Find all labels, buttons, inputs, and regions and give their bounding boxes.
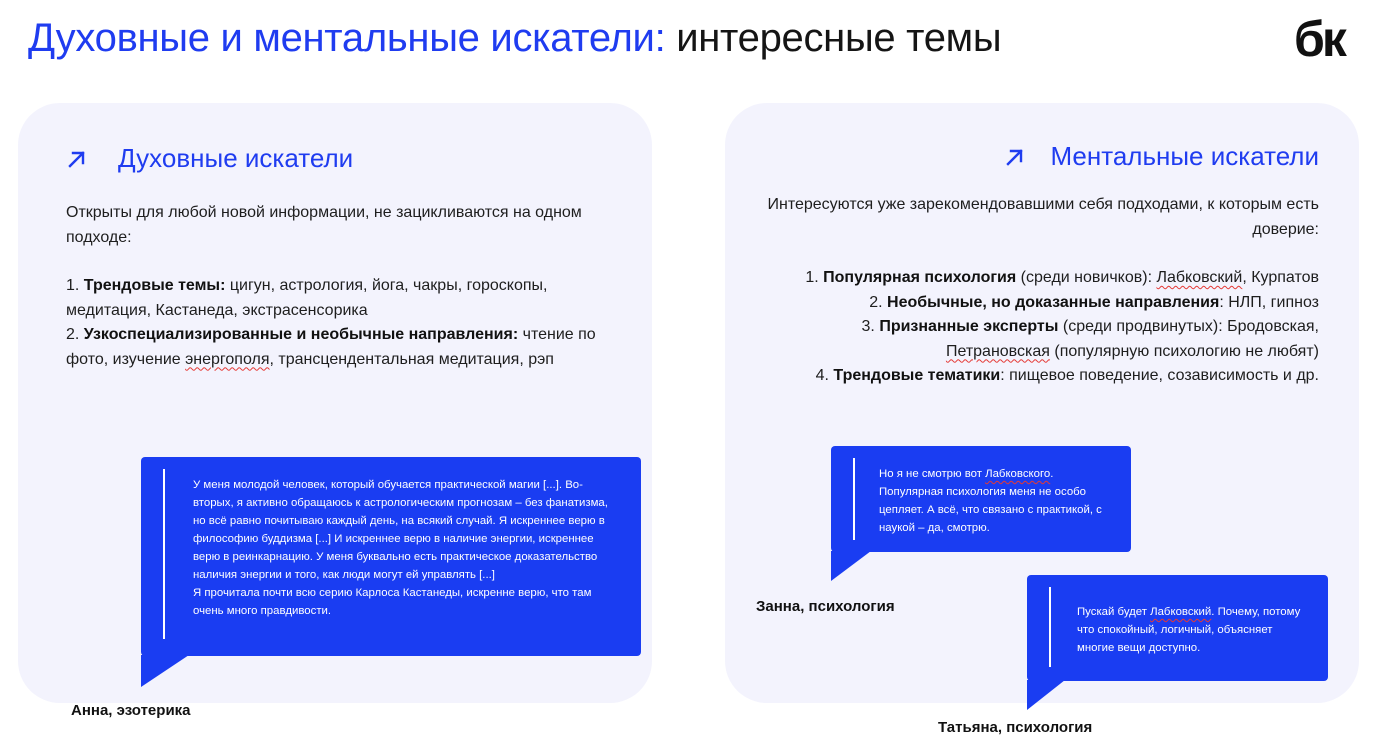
list-item-title: Необычные, но доказанные направления bbox=[887, 293, 1220, 311]
quote-fragment: Пускай будет bbox=[1077, 606, 1151, 618]
list-item-text: , Курпатов bbox=[1242, 269, 1319, 286]
quote-paragraph bbox=[879, 465, 1111, 537]
quote-bubble bbox=[831, 446, 1131, 552]
list-number: 2. bbox=[66, 326, 84, 343]
arrow-up-right-icon bbox=[1004, 146, 1026, 168]
list-number: 1. bbox=[805, 269, 824, 286]
quote-paragraph: Я прочитала почти всю серию Карлоса Кастанеды, искренне верю, что там очень много правдивости. bbox=[193, 587, 592, 617]
quote-author: Анна, эзотерика bbox=[71, 702, 191, 719]
list-item-text: : НЛП, гипноз bbox=[1219, 293, 1319, 311]
quote-fragment: Лабковский bbox=[1150, 606, 1212, 618]
card-intro: Интересуются уже зарекомендовавшими себя подходами, к которым есть доверие: bbox=[767, 196, 1319, 238]
page-title bbox=[28, 14, 1001, 62]
list-item-title: Признанные эксперты bbox=[879, 318, 1059, 335]
list-item bbox=[759, 291, 1319, 316]
quote-bubble bbox=[141, 457, 641, 656]
quote-fragment: . Почему, потому что спокойный, логичный, объясняет многие вещи доступно. bbox=[1077, 606, 1301, 654]
quote-paragraph bbox=[1077, 603, 1307, 657]
quote-text bbox=[193, 476, 613, 620]
list-item bbox=[66, 323, 626, 372]
arrow-up-right-icon bbox=[66, 148, 88, 170]
list-item-text: энергополя bbox=[185, 350, 270, 368]
quote-text bbox=[879, 465, 1111, 537]
card-heading bbox=[66, 143, 353, 174]
quote-bar bbox=[853, 458, 855, 540]
list-item-text: , трансцендентальная медитация, рэп bbox=[269, 350, 554, 368]
quote-bar bbox=[163, 469, 165, 639]
quote-tail bbox=[1027, 680, 1065, 710]
quote-author: Татьяна, психология bbox=[938, 719, 1093, 736]
list-item-text: (среди новичков): bbox=[1016, 269, 1157, 286]
card-intro: Открыты для любой новой информации, не зацикливаются на одном подходе: bbox=[66, 204, 582, 246]
list-number: 3. bbox=[861, 318, 880, 335]
quote-bar bbox=[1049, 587, 1051, 667]
quote-fragment: . Популярная психология меня не особо цепляет. А всё, что связано с практикой, с наукой – да, смотрю. bbox=[879, 468, 1102, 534]
brand-logo: бк bbox=[1294, 11, 1344, 67]
quote-tail bbox=[831, 551, 871, 581]
page-title-rest: интересные темы bbox=[676, 16, 1002, 60]
quote-fragment: Лабковского bbox=[985, 468, 1051, 480]
list-item-text: цигун, астрология, йога, чакры, гороскопы, медитация, Кастанеда, экстрасенсорика bbox=[66, 277, 548, 319]
quote-author: Занна, психология bbox=[756, 598, 895, 615]
list-item-text: чтение по фото, изучение bbox=[66, 326, 596, 368]
quote-paragraph: У меня молодой человек, который обучается практической магии [...]. Во-вторых, я активно обращаюсь к астрологическим прогнозам – без фанатизма, но всё равно почитываю каждый день, на всякий случай. Я искреннее верю в философию буддизма [...] И искреннее верю в наличие энергии, искреннее верю в реинкарнацию. У меня буквально есть практическое доказательство наличия энергии и того, как люди могут ей управлять [...] bbox=[193, 479, 608, 581]
quote-bubble bbox=[1027, 575, 1328, 681]
list-number: 2. bbox=[869, 293, 888, 311]
list-item-text: (среди продвинутых): Бродовская, bbox=[1058, 318, 1319, 335]
list-number: 1. bbox=[66, 277, 84, 294]
card-heading bbox=[1004, 141, 1319, 172]
card-heading-label: Ментальные искатели bbox=[1050, 141, 1319, 171]
list-item-text: Петрановская bbox=[945, 342, 1050, 360]
list-item-title: Узкоспециализированные и необычные направления: bbox=[83, 326, 519, 343]
list-item bbox=[759, 266, 1319, 291]
list-number: 4. bbox=[815, 367, 834, 384]
quote-tail bbox=[141, 655, 189, 687]
list-item-text: Лабковский bbox=[1156, 269, 1243, 286]
list-item-title: Трендовые тематики bbox=[833, 367, 1001, 384]
list-item-title: Популярная психология bbox=[823, 269, 1017, 286]
page-title-accent: Духовные и ментальные искатели: bbox=[28, 16, 666, 60]
list-item-text: : пищевое поведение, созависимость и др. bbox=[1000, 367, 1319, 384]
list-item bbox=[66, 274, 626, 323]
card-heading-label: Духовные искатели bbox=[118, 143, 354, 173]
list-item-text: (популярную психологию не любят) bbox=[1049, 342, 1319, 360]
card-body bbox=[66, 201, 626, 372]
list-item bbox=[759, 364, 1319, 389]
card-body bbox=[759, 193, 1319, 389]
quote-text bbox=[1077, 603, 1307, 657]
list-item-title: Трендовые темы: bbox=[83, 277, 226, 294]
list-item bbox=[759, 315, 1319, 364]
quote-fragment: Но я не смотрю вот bbox=[879, 468, 986, 480]
